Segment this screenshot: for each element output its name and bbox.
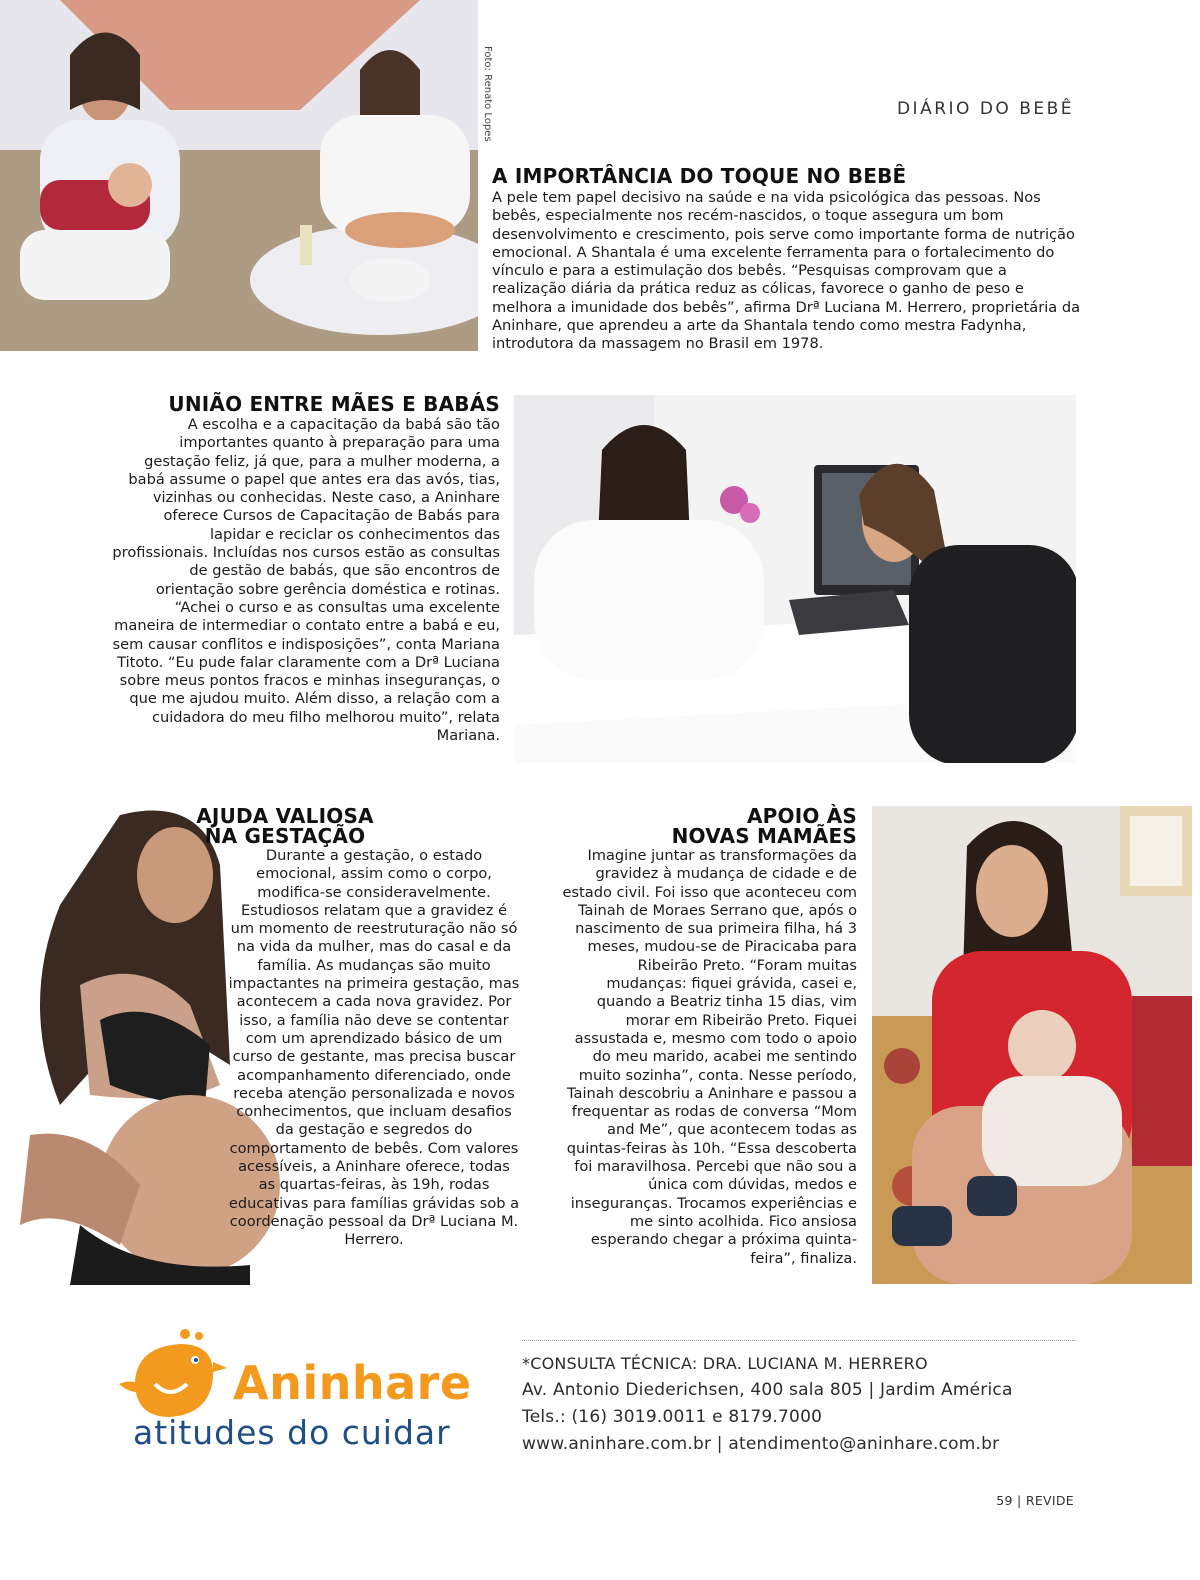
article-nannies xyxy=(110,393,500,745)
new-moms-title-line2: NOVAS MAMÃES xyxy=(671,824,857,848)
new-moms-title-line1: APOIO ÀS xyxy=(746,804,857,828)
article-nannies-body: A escolha e a capacitação da babá são tão importantes quanto à preparação para uma gestação feliz, já que, para a mulher moderna, a babá assume o papel que antes era das avós, tias, vizinhas ou conhecidas. Neste caso, a Aninhare oferece Cursos de Capacitação de Babás para lapidar e reciclar os conhecimentos das profissionais. Incluídas nos cursos estão as consultas de gestão de babás, que são encontros de orientação sobre gerência doméstica e rotinas. “Achei o curso e as consultas uma excelente maneira de intermediar o contato entre a babá e eu, sem causar conflitos e indisposições”, conta Mariana Titoto. “Eu pude falar claramente com a Drª Luciana sobre meus pontos fracos e minhas inseguranças, o que me ajudou muito. Além disso, a relação com a cuidadora do meu filho melhorou muito”, relata Mariana. xyxy=(112,416,500,745)
article-touch xyxy=(492,165,1082,354)
contact-block xyxy=(522,1350,1082,1458)
article-new-moms-body: Imagine juntar as transformações da gravidez à mudança de cidade e de estado civil. Foi isso que aconteceu com Tainah de Moraes Serrano que, após o nascimento de sua primeira filha, há 3 meses, mudou-se de Piracicaba para Ribeirão Preto. “Foram muitas mudanças: fiquei grávida, casei e, quando a Beatriz tinha 15 dias, vim morar em Ribeirão Preto. Fiquei assustada e, mesmo com todo o apoio do meu marido, acabei me sentindo muito sozinha”, conta. Nesse período, Tainah descobriu a Aninhare e passou a frequentar as rodas de conversa “Mom and Me”, que acontecem todas as quintas-feiras às 10h. “Essa descoberta foi maravilhosa. Percebi que não sou a única com dúvidas, medos e inseguranças. Trocamos experiências e me sinto acolhida. Fico ansiosa esperando chegar a próxima quinta-feira”, finaliza. xyxy=(562,847,857,1267)
article-touch-body: A pele tem papel decisivo na saúde e na vida psicológica das pessoas. Nos bebês, especialmente nos recém-nascidos, o toque assegura um bom desenvolvimento e crescimento, pois serve como importante forma de nutrição emocional. A Shantala é uma excelente ferramenta para o fortalecimento do vínculo e para a estimulação dos bebês. “Pesquisas comprovam que a realização diária da prática reduz as cólicas, favorece o ganho de peso e melhora a imunidade dos bebês”, afirma Drª Luciana M. Herrero, proprietária da Aninhare, que aprendeu a arte da Shantala tendo como mestra Fadynha, introdutora da massagem no Brasil em 1978. xyxy=(492,189,1081,353)
article-new-moms-title xyxy=(600,806,857,846)
mother-baby-photo xyxy=(872,806,1192,1284)
massage-class-photo xyxy=(0,0,478,351)
contact-web[interactable]: www.aninhare.com.br | atendimento@aninhare.com.br xyxy=(522,1434,1000,1454)
article-touch-title: A IMPORTÂNCIA DO TOQUE NO BEBÊ xyxy=(492,164,907,188)
contact-consult: *CONSULTA TÉCNICA: DRA. LUCIANA M. HERRERO xyxy=(522,1354,928,1373)
contact-address: Av. Antonio Diederichsen, 400 sala 805 | Jardim América xyxy=(522,1380,1013,1400)
article-nannies-title: UNIÃO ENTRE MÃES E BABÁS xyxy=(168,392,500,416)
page-footer: 59 | REVIDE xyxy=(996,1493,1074,1508)
bird-icon xyxy=(115,1322,235,1422)
photo-credit: Foto: Renato Lopes xyxy=(482,46,493,142)
article-pregnancy-title xyxy=(190,806,380,846)
section-tag: DIÁRIO DO BEBÊ xyxy=(896,99,1074,119)
contact-phones: Tels.: (16) 3019.0011 e 8179.7000 xyxy=(522,1407,823,1427)
logo-name: Aninhare xyxy=(233,1356,472,1410)
logo-tagline: atitudes do cuidar xyxy=(133,1413,451,1452)
aninhare-logo xyxy=(115,1322,495,1462)
contact-divider xyxy=(522,1340,1075,1341)
pregnancy-title-line1: AJUDA VALIOSA xyxy=(196,804,374,828)
article-pregnancy-body: Durante a gestação, o estado emocional, assim como o corpo, modifica-se consideravelmente. Estudiosos relatam que a gravidez é um momento de reestruturação não só na vida da mulher, mas do casal e da família. As mudanças são muito impactantes na primeira gestação, mas acontecem a cada nova gravidez. Por isso, a família não deve se contentar com um aprendizado básico de um curso de gestante, mas precisa buscar acompanhamento diferenciado, onde receba atenção personalizada e novos conhecimentos, que incluam desafios da gestação e segredos do comportamento de bebês. Com valores acessíveis, a Aninhare oferece, todas as quartas-feiras, às 19h, rodas educativas para famílias grávidas sob a coordenação pessoal da Drª Luciana M. Herrero. xyxy=(228,847,520,1249)
pregnancy-title-line2: NA GESTAÇÃO xyxy=(204,824,366,848)
office-meeting-photo xyxy=(514,395,1076,763)
